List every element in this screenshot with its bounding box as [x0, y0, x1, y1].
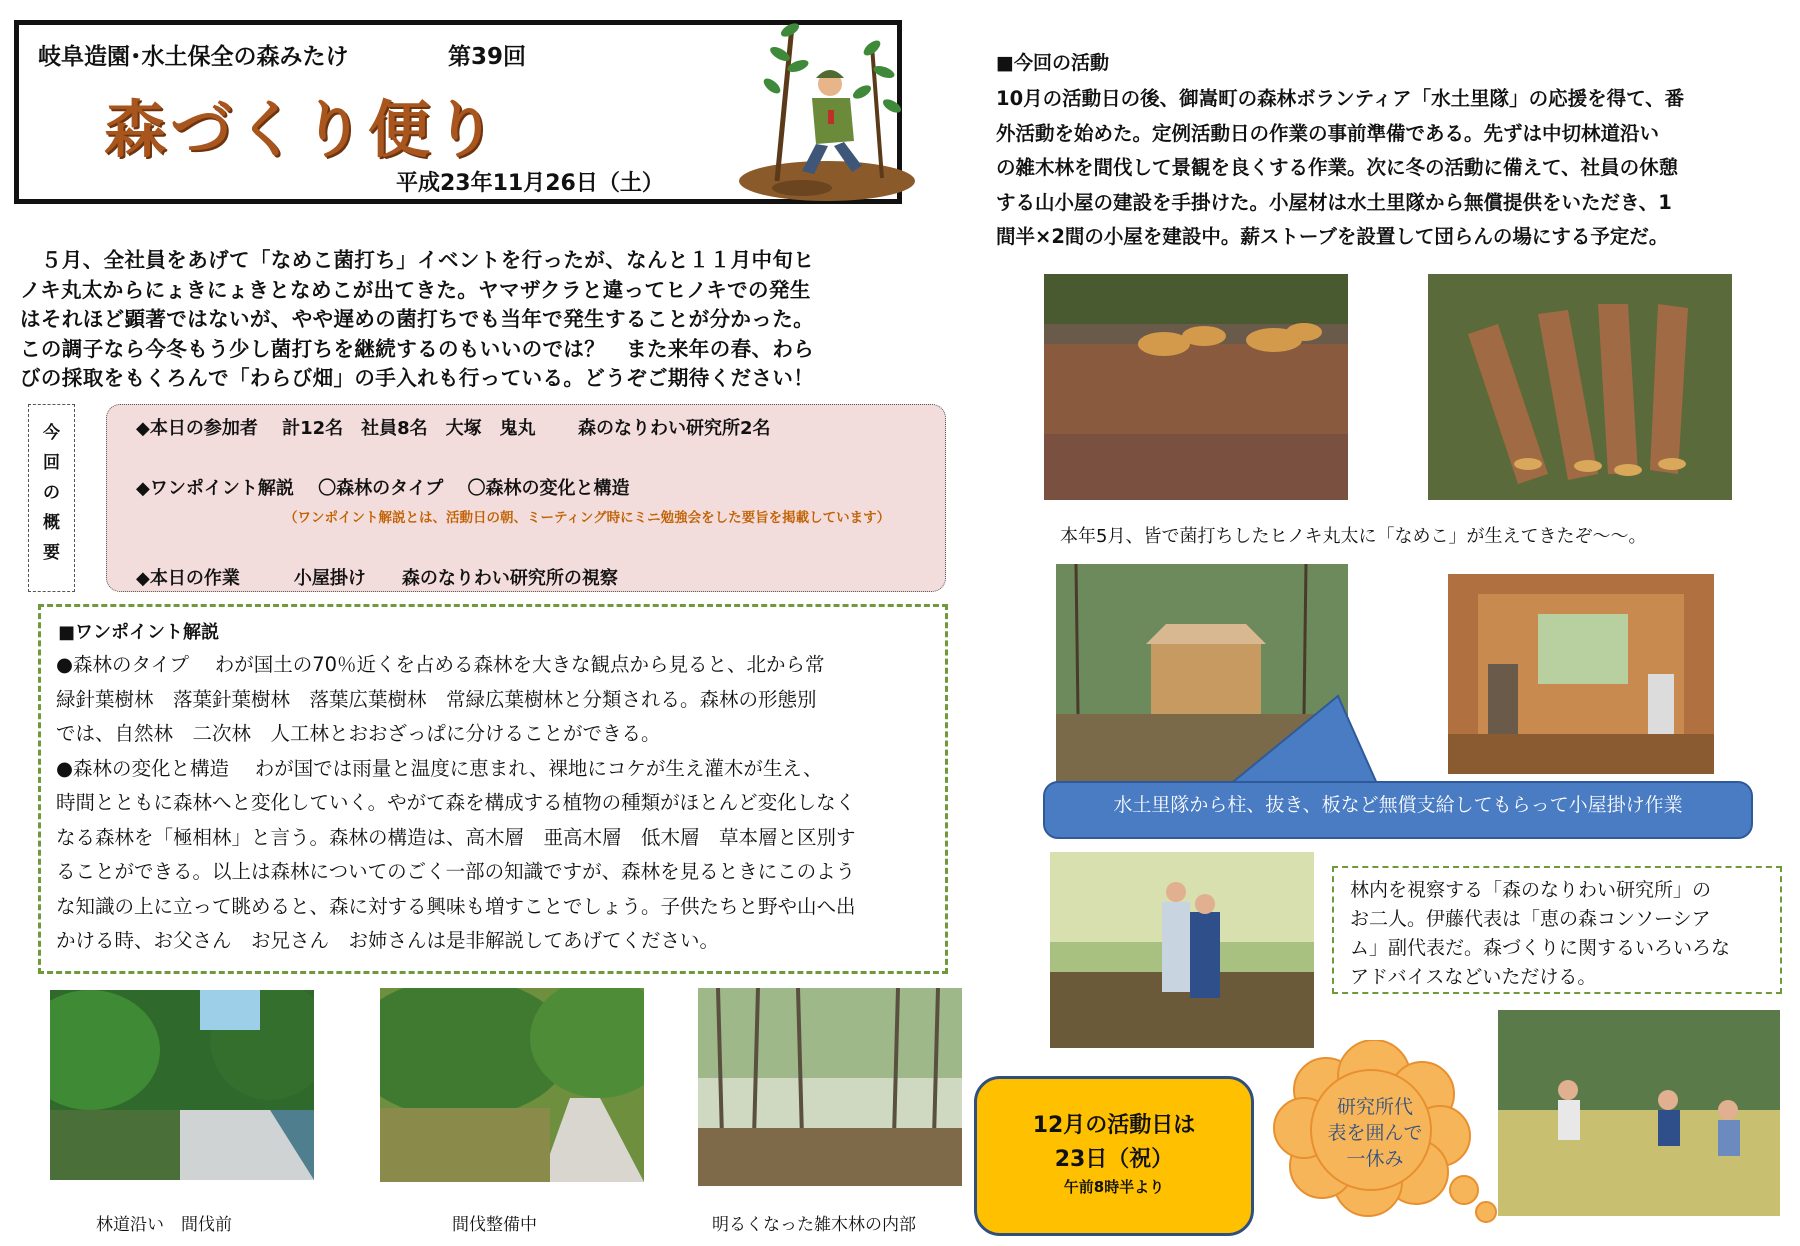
- onepoint-line: かける時、お父さん お兄さん お姉さんは是非解説してあげてください。: [56, 929, 720, 952]
- summary-label-char: の: [43, 483, 60, 503]
- onepoint-line: なる森林を「極相林」と言う。森林の構造は、高木層 亜高木層 低木層 草本層と区別す: [56, 825, 856, 849]
- onepoint-line: では、自然林 二次林 人工林とおおざっぱに分けることができる。: [56, 722, 661, 745]
- next-activity-date: 23日（祝）: [1054, 1147, 1174, 1172]
- hut-callout-text: 水土里隊から柱、抜き、板など無償支給してもらって小屋掛け作業: [1113, 794, 1683, 816]
- thought-cloud-line: 表を囲んで: [1327, 1122, 1423, 1144]
- intro-line: ノキ丸太からにょきにょきとなめこが出てきた。ヤマザクラと違ってヒノキでの発生: [20, 277, 811, 302]
- visit-note-text: [1350, 876, 1770, 992]
- onepoint-line: 緑針葉樹林 落葉針葉樹林 落葉広葉樹林 常緑広葉樹林と分類される。森林の形態別: [56, 687, 817, 711]
- intro-line: びの採取をもくろんで「わらび畑」の手入れも行っている。どうぞご期待ください！: [20, 366, 815, 390]
- photo-nameko-log: [1044, 274, 1348, 500]
- summary-participants: ◆本日の参加者 計12名 社員8名 大塚 鬼丸 森のなりわい研究所2名: [136, 418, 771, 439]
- summary-work: ◆本日の作業 小屋掛け 森のなりわい研究所の視察: [136, 568, 618, 589]
- activity-line: 10月の活動日の後、御嵩町の森林ボランティア「水土里隊」の応援を得て、番: [996, 87, 1685, 110]
- intro-line: この調子なら今冬もう少し菌打ちを継続するのもいいのでは？ また来年の春、わら: [20, 336, 815, 361]
- summary-label-char: 今: [43, 423, 60, 443]
- intro-line: はそれほど顕著ではないが、やや遅めの菌打ちでも当年で発生することが分かった。: [20, 307, 814, 331]
- onepoint-body: [56, 648, 936, 959]
- caption-nameko: 本年5月、皆で菌打ちしたヒノキ丸太に「なめこ」が生えてきたぞ～～。: [1060, 526, 1647, 547]
- activity-line: 外活動を始めた。定例活動日の作業の事前準備である。先ずは中切林道沿い: [996, 121, 1660, 145]
- thought-cloud-line: 研究所代: [1336, 1096, 1413, 1118]
- caption-thinning-in-progress: 間伐整備中: [452, 1215, 537, 1235]
- photo-bright-woodland-interior: [698, 988, 962, 1186]
- activity-title: ■今回の活動: [996, 52, 1109, 74]
- activity-body: [996, 82, 1776, 255]
- next-activity-heading: 12月の活動日は: [1032, 1113, 1196, 1138]
- onepoint-line: な知識の上に立って眺めると、森に対する興味も増すことでしょう。子供たちと野や山へ出: [56, 894, 856, 918]
- activity-line: する山小屋の建設を手掛けた。小屋材は水土里隊から無償提供をいただき、1: [996, 190, 1672, 214]
- photo-forest-road-before: [50, 990, 314, 1180]
- intro-line: ５月、全社員をあげて「なめこ菌打ち」イベントを行ったが、なんと１１月中旬ヒ: [20, 248, 815, 272]
- photo-lab-visit: [1050, 852, 1314, 1048]
- intro-paragraph: [20, 246, 916, 394]
- onepoint-line: ●森林の変化と構造 わが国では雨量と温度に恵まれ、裸地にコケが生え灌木が生え、: [56, 756, 823, 780]
- summary-onepoint-note: （ワンポイント解説とは、活動日の朝、ミーティング時にミニ勉強会をした要旨を掲載しています）: [284, 510, 891, 526]
- forester-illustration-icon: [732, 6, 917, 206]
- photo-thinning-in-progress: [380, 988, 644, 1182]
- thought-cloud-text: [1290, 1094, 1460, 1172]
- header-issue: 第39回: [448, 44, 527, 70]
- visit-note-line: 林内を視察する「森のなりわい研究所」の: [1350, 879, 1712, 901]
- summary-onepoint: ◆ワンポイント解説 〇森林のタイプ 〇森林の変化と構造: [136, 478, 630, 499]
- summary-label-char: 要: [43, 543, 60, 563]
- onepoint-line: ることができる。以上は森林についてのごく一部の知識ですが、森林を見るときにこのよう: [56, 860, 856, 883]
- visit-note-line: アドバイスなどいただける。: [1350, 966, 1597, 988]
- visit-note-line: ム」副代表だ。森づくりに関するいろいろな: [1350, 937, 1731, 959]
- summary-label: [28, 418, 75, 568]
- caption-forest-road-before: 林道沿い 間伐前: [96, 1215, 232, 1235]
- activity-line: 間半×2間の小屋を建設中。薪ストーブを設置して団らんの場にする予定だ。: [996, 225, 1669, 248]
- page-title: 森づくり便り: [104, 93, 501, 166]
- activity-line: の雑木林を間伐して景観を良くする作業。次に冬の活動に備えて、社員の休憩: [996, 156, 1679, 179]
- header-series: 岐阜造園･水土保全の森みたけ: [38, 44, 349, 70]
- onepoint-line: ●森林のタイプ わが国土の70％近くを占める森林を大きな観点から見ると、北から常: [56, 653, 825, 676]
- header-date: 平成23年11月26日（土）: [396, 171, 664, 196]
- summary-label-char: 概: [43, 513, 60, 533]
- photo-nameko-logs-row: [1428, 274, 1732, 500]
- summary-label-char: 回: [43, 453, 60, 473]
- next-activity-time: 午前8時半より: [1063, 1178, 1165, 1196]
- onepoint-title: ■ワンポイント解説: [58, 622, 220, 643]
- caption-bright-woodland: 明るくなった雑木林の内部: [712, 1215, 916, 1235]
- photo-rest-break: [1498, 1010, 1780, 1216]
- hut-callout-shape: [1038, 686, 1758, 846]
- visit-note-line: お二人。伊藤代表は「恵の森コンソーシア: [1350, 908, 1711, 930]
- onepoint-line: 時間とともに森林へと変化していく。やがて森を構成する植物の種類がほとんど変化しなく: [56, 791, 856, 814]
- thought-cloud-line: 一休み: [1346, 1148, 1404, 1170]
